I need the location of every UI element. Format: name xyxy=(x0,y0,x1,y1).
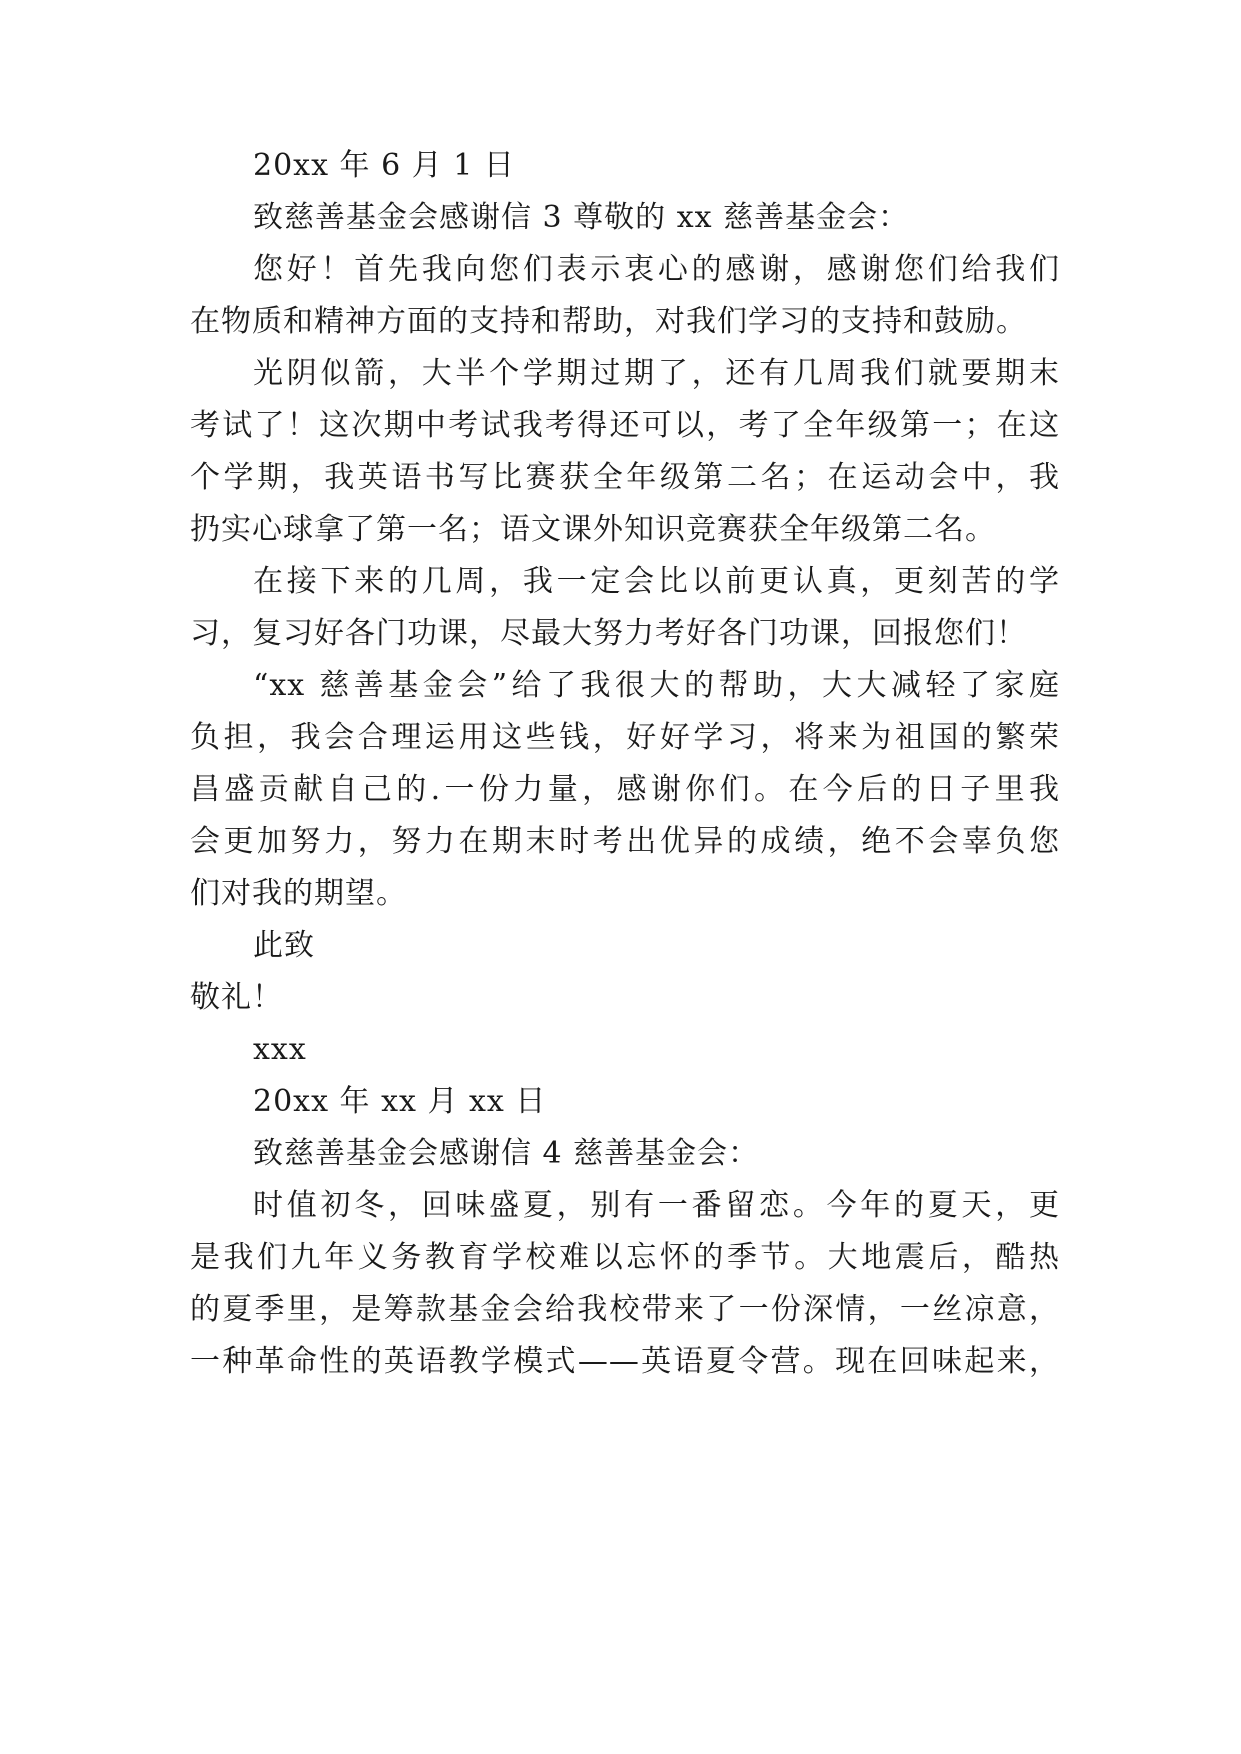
paragraph-line: 在接下来的几周，我一定会比以前更认真，更刻苦的学 xyxy=(253,564,1060,599)
paragraph-line: 们对我的期望。 xyxy=(190,876,407,911)
letter-heading-3: 致慈善基金会感谢信 3 尊敬的 xx 慈善基金会： xyxy=(253,200,910,235)
paragraph-line: “xx 慈善基金会”给了我很大的帮助，大大减轻了家庭 xyxy=(253,668,1060,703)
salutation-line: 敬礼！ xyxy=(190,980,283,1015)
paragraph-line: 时值初冬，回味盛夏，别有一番留恋。今年的夏天，更 xyxy=(253,1188,1060,1223)
paragraph-line: 负担，我会合理运用这些钱，好好学习，将来为祖国的繁荣 xyxy=(190,720,1060,755)
paragraph-line: 考试了！这次期中考试我考得还可以，考了全年级第一；在这 xyxy=(190,408,1060,443)
paragraph-line: 一种革命性的英语教学模式——英语夏令营。现在回味起来， xyxy=(190,1344,1060,1379)
date-line-1: 20xx 年 6 月 1 日 xyxy=(253,148,515,183)
date-line-2: 20xx 年 xx 月 xx 日 xyxy=(253,1084,547,1119)
paragraph-line: 个学期，我英语书写比赛获全年级第二名；在运动会中，我 xyxy=(190,460,1060,495)
paragraph-line: 习，复习好各门功课，尽最大努力考好各门功课，回报您们！ xyxy=(190,616,1027,651)
paragraph-line: 的夏季里，是筹款基金会给我校带来了一份深情，一丝凉意， xyxy=(190,1292,1060,1327)
paragraph-line: 是我们九年义务教育学校难以忘怀的季节。大地震后，酷热 xyxy=(190,1240,1060,1275)
paragraph-line: 光阴似箭，大半个学期过期了，还有几周我们就要期末 xyxy=(253,356,1060,391)
paragraph-line: 昌盛贡献自己的.一份力量，感谢你们。在今后的日子里我 xyxy=(190,772,1060,807)
letter-heading-4: 致慈善基金会感谢信 4 慈善基金会： xyxy=(253,1136,760,1171)
paragraph-line: 您好！首先我向您们表示衷心的感谢，感谢您们给我们 xyxy=(253,252,1060,287)
paragraph-line: 会更加努力，努力在期末时考出优异的成绩，绝不会辜负您 xyxy=(190,824,1060,859)
paragraph-line: 在物质和精神方面的支持和帮助，对我们学习的支持和鼓励。 xyxy=(190,304,1027,339)
closing-line: 此致 xyxy=(253,928,315,963)
signature-line: xxx xyxy=(253,1032,307,1067)
paragraph-line: 扔实心球拿了第一名；语文课外知识竞赛获全年级第二名。 xyxy=(190,512,996,547)
